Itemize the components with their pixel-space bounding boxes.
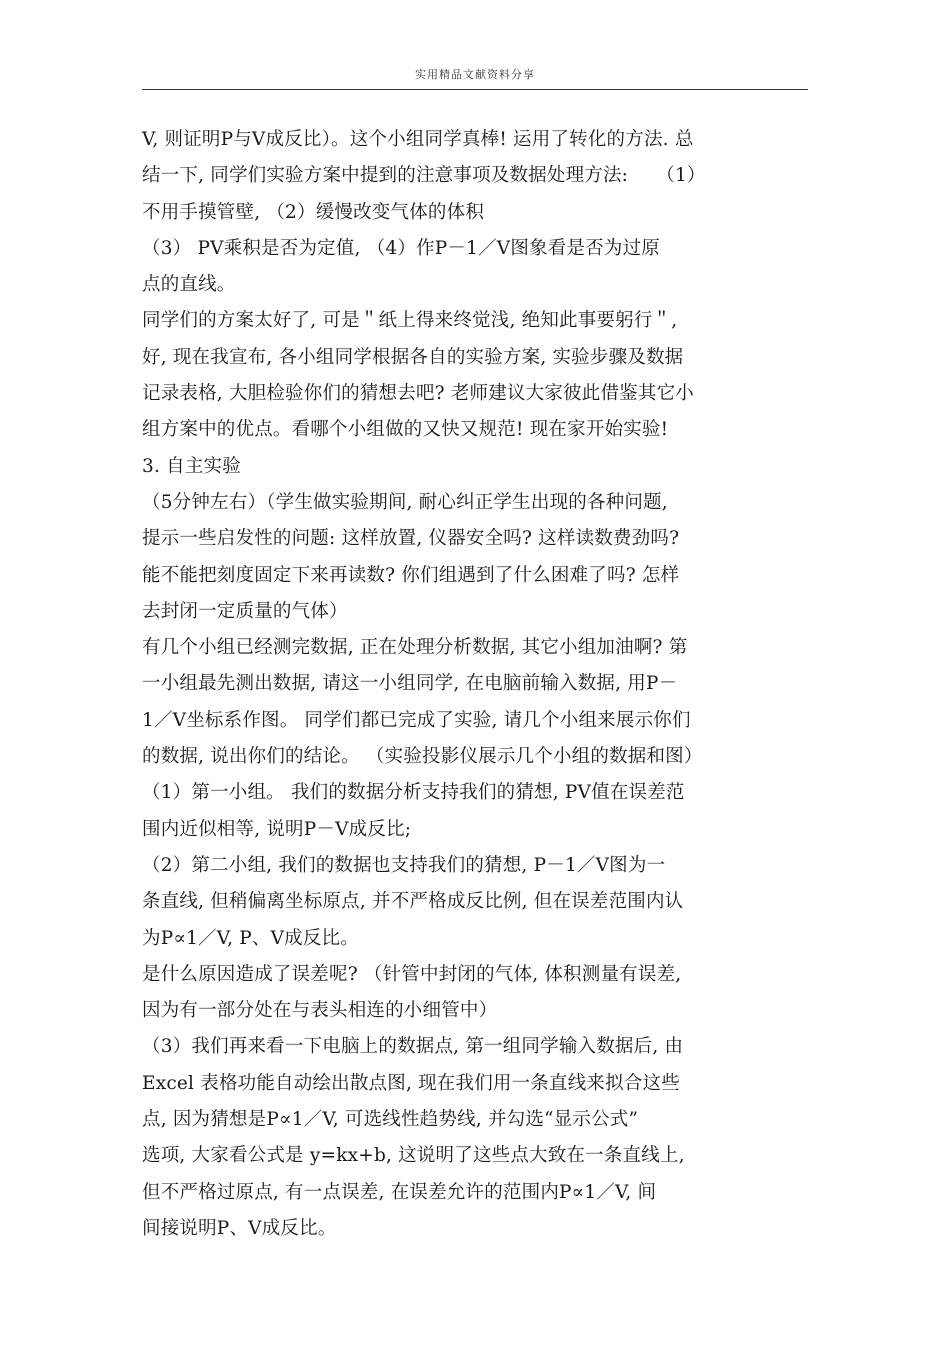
text-line: 为P∝1／V, P、V成反比。 — [142, 927, 359, 949]
text-line: 去封闭一定质量的气体） — [142, 600, 348, 622]
text-line: 点, 因为猜想是P∝1／V, 可选线性趋势线, 并勾选“显示公式” — [142, 1109, 639, 1131]
text-line: 间接说明P、V成反比。 — [142, 1217, 337, 1239]
page-header: 实用精品文献资料分享 — [415, 68, 535, 81]
section-heading: 3. 自主实验 — [142, 455, 241, 477]
text-line: （2）第二小组, 我们的数据也支持我们的猜想, P－1／V图为一 — [142, 854, 666, 876]
text-line: 提示一些启发性的问题: 这样放置, 仪器安全吗? 这样读数费劲吗? — [142, 528, 680, 550]
text-line: 点的直线。 — [142, 274, 236, 296]
text-line: 的数据, 说出你们的结论。 （实验投影仪展示几个小组的数据和图） — [142, 746, 703, 768]
text-line: 因为有一部分处在与表头相连的小细管中） — [142, 1000, 498, 1022]
text-line: 同学们的方案太好了, 可是＂纸上得来终觉浅, 绝知此事要躬行＂, — [142, 310, 678, 332]
text-line: （1）第一小组。 我们的数据分析支持我们的猜想, PV值在误差范 — [142, 782, 685, 804]
text-line: （5分钟左右）（学生做实验期间, 耐心纠正学生出现的各种问题, — [142, 491, 668, 513]
body-text — [142, 122, 822, 1247]
header-rule — [142, 89, 808, 90]
text-line: 但不严格过原点, 有一点误差, 在误差允许的范围内P∝1／V, 间 — [142, 1181, 657, 1203]
text-line: 不用手摸管壁, （2）缓慢改变气体的体积 — [142, 201, 485, 223]
text-line: 围内近似相等, 说明P－V成反比; — [142, 818, 412, 840]
text-line: 1／V坐标系作图。 同学们都已完成了实验, 请几个小组来展示你们 — [142, 709, 691, 731]
text-line: 能不能把刻度固定下来再读数? 你们组遇到了什么困难了吗? 怎样 — [142, 564, 680, 586]
text-line: 组方案中的优点。看哪个小组做的又快又规范! 现在家开始实验! — [142, 419, 669, 441]
text-line: （3） PV乘积是否为定值, （4）作P－1／V图象看是否为过原 — [142, 237, 660, 259]
text-line: Excel 表格功能自动绘出散点图, 现在我们用一条直线来拟合这些 — [142, 1072, 680, 1094]
text-line: 一小组最先测出数据, 请这一小组同学, 在电脑前输入数据, 用P－ — [142, 673, 678, 695]
text-line: 选项, 大家看公式是 y=kx+b, 这说明了这些点大致在一条直线上, — [142, 1145, 685, 1167]
text-line: 条直线, 但稍偏离坐标原点, 并不严格成反比例, 但在误差范围内认 — [142, 891, 684, 913]
text-line: 记录表格, 大胆检验你们的猜想去吧? 老师建议大家彼此借鉴其它小 — [142, 383, 694, 405]
text-line: 结一下, 同学们实验方案中提到的注意事项及数据处理方法: （1） — [142, 165, 706, 187]
text-line: 有几个小组已经测完数据, 正在处理分析数据, 其它小组加油啊? 第 — [142, 637, 688, 659]
text-line: V, 则证明P与V成反比）。这个小组同学真棒! 运用了转化的方法. 总 — [142, 129, 694, 150]
text-line: （3）我们再来看一下电脑上的数据点, 第一组同学输入数据后, 由 — [142, 1036, 684, 1058]
text-line: 好, 现在我宣布, 各小组同学根据各自的实验方案, 实验步骤及数据 — [142, 346, 684, 368]
text-line: 是什么原因造成了误差呢? （针管中封闭的气体, 体积测量有误差, — [142, 963, 682, 985]
